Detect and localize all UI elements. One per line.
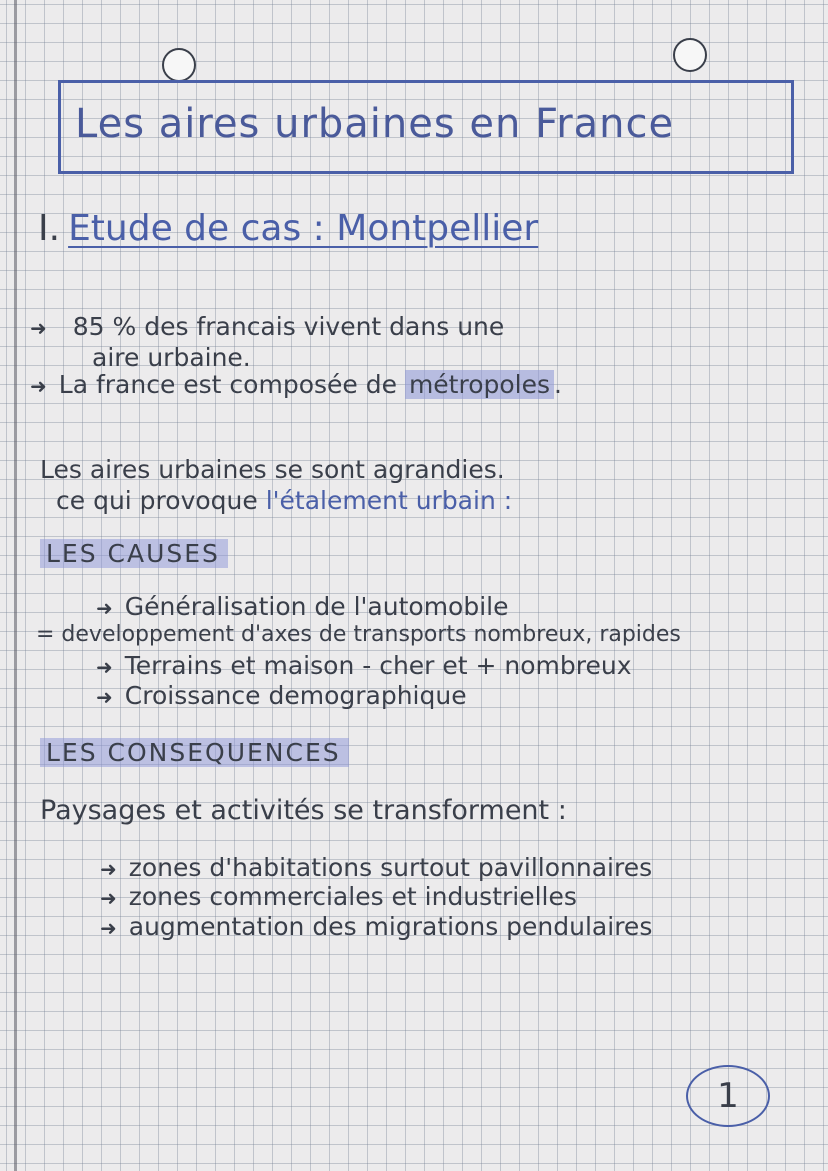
arrow-right-icon: ➜ <box>96 655 113 679</box>
cause-item: ➜ Terrains et maison - cher et + nombreux <box>96 651 632 680</box>
arrow-right-icon: ➜ <box>100 857 117 881</box>
arrow-right-icon: ➜ <box>30 374 47 398</box>
consequences-label: LES CONSEQUENCES <box>40 738 349 767</box>
highlight-etalement-urbain: l'étalement urbain : <box>265 486 513 515</box>
arrow-right-icon: ➜ <box>30 316 47 340</box>
arrow-right-icon: ➜ <box>96 596 113 620</box>
binder-hole-right <box>673 38 707 72</box>
consequence-item: ➜ zones commerciales et industrielles <box>100 882 577 911</box>
arrow-right-icon: ➜ <box>100 886 117 910</box>
intro-line-3: ➜ La france est composée de métropoles . <box>30 370 562 399</box>
cause-item: = developpement d'axes de transports nombreux, rapides <box>36 622 681 647</box>
highlight-metropoles: métropoles <box>405 370 554 399</box>
paragraph-line-2: ce qui provoque l'étalement urbain : <box>56 486 513 515</box>
causes-label: LES CAUSES <box>40 539 228 568</box>
cause-item: ➜ Généralisation de l'automobile <box>96 592 509 621</box>
consequences-intro: Paysages et activités se transforment : <box>40 795 567 826</box>
arrow-right-icon: ➜ <box>96 685 113 709</box>
paragraph-line-1: Les aires urbaines se sont agrandies. <box>40 455 505 484</box>
intro-line-2: aire urbaine. <box>92 343 251 372</box>
binder-hole-left <box>162 48 196 82</box>
page-title: Les aires urbaines en France <box>75 101 675 147</box>
consequence-item: ➜ augmentation des migrations pendulaires <box>100 912 653 941</box>
consequence-item: ➜ zones d'habitations surtout pavillonnaires <box>100 853 653 882</box>
section-heading <box>38 208 538 249</box>
title-box <box>58 80 794 174</box>
section-numeral: I. <box>38 208 61 249</box>
margin-line <box>14 0 17 1171</box>
arrow-right-icon: ➜ <box>100 916 117 940</box>
cause-item: ➜ Croissance demographique <box>96 681 467 710</box>
intro-line-1: ➜ 85 % des francais vivent dans une <box>30 312 505 341</box>
section-title: Etude de cas : Montpellier <box>68 208 539 249</box>
page-number: 1 <box>686 1065 770 1127</box>
